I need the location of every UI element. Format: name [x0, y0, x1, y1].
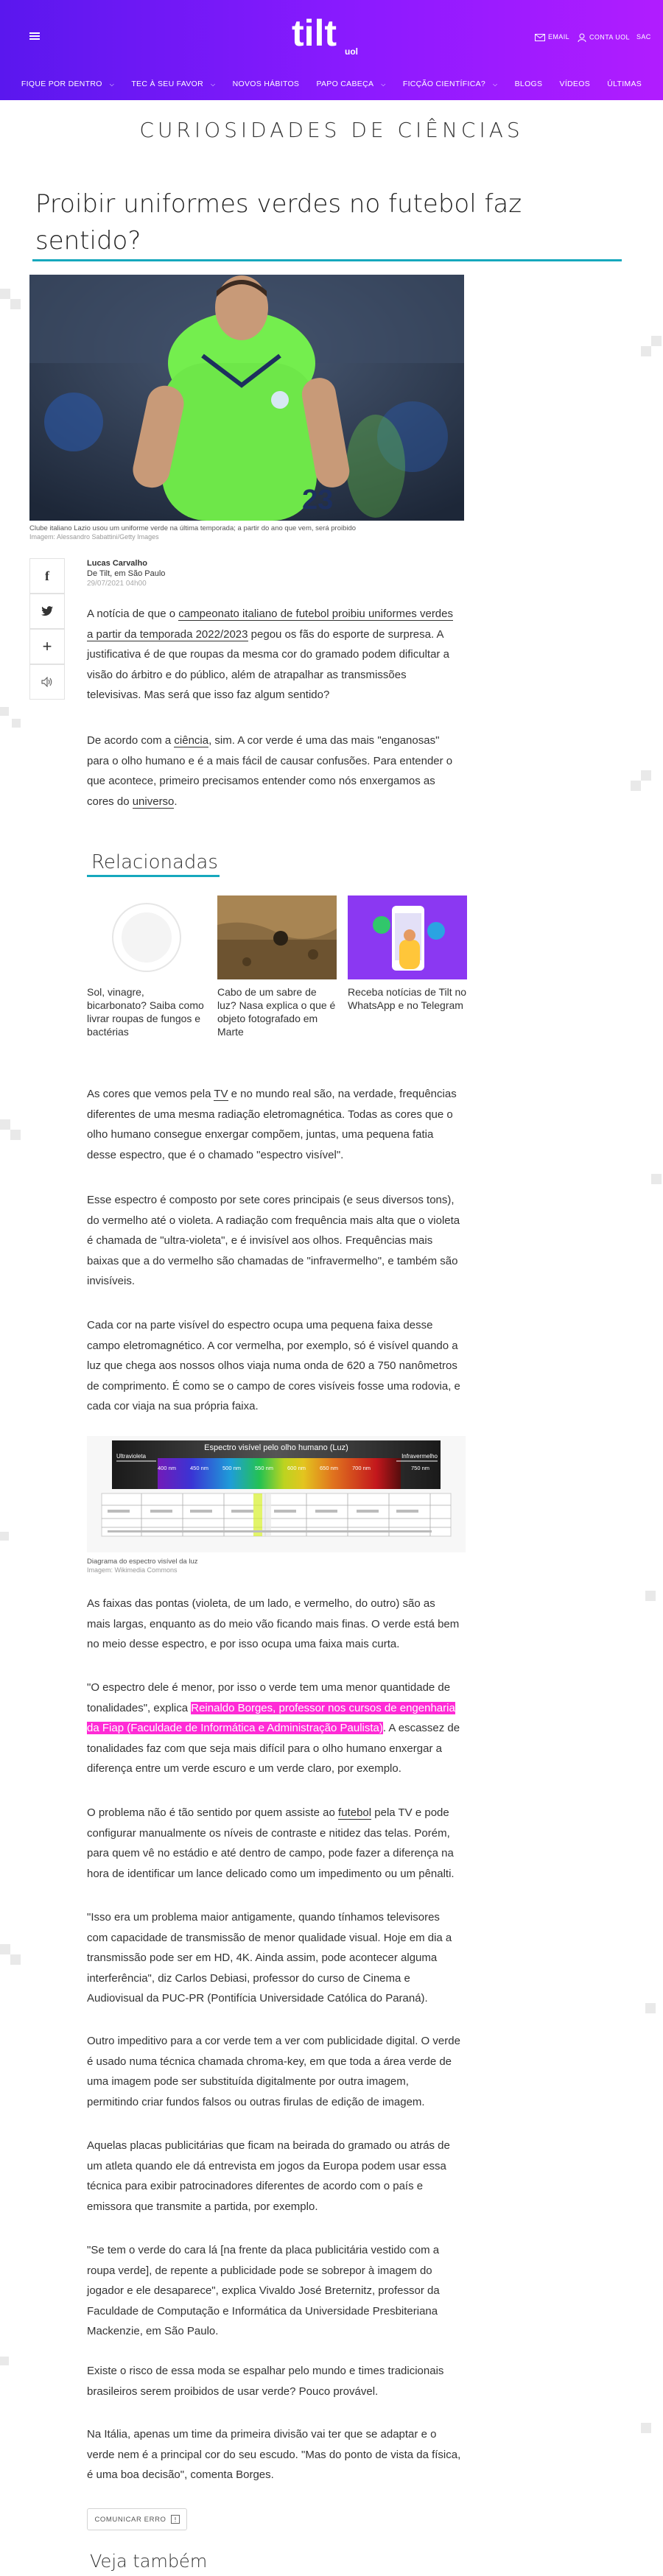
speaker-icon: [41, 677, 53, 687]
image-caption: Clube italiano Lazio usou um uniforme verde na última temporada; a partir do ano que vem, será proibido: [29, 524, 357, 532]
svg-text:500 nm: 500 nm: [222, 1465, 242, 1471]
chevron-down-icon: ⌵: [109, 81, 115, 88]
svg-text:23: 23: [302, 485, 334, 515]
author-place: De Tilt, em São Paulo: [87, 569, 166, 578]
nav-item-ficcao-cientifica[interactable]: FICÇÃO CIENTÍFICA? ⌵: [402, 80, 498, 88]
plus-icon: +: [42, 637, 52, 655]
account-link[interactable]: [578, 33, 630, 42]
sac-label: SAC: [636, 33, 651, 41]
article-link[interactable]: ciência: [174, 734, 209, 747]
author-name[interactable]: Lucas Carvalho: [87, 559, 147, 568]
hero-image: [29, 275, 464, 521]
image-credit: Imagem: Alessandro Sabattini/Getty Images: [29, 533, 159, 541]
nav-item-ultimas[interactable]: ÚLTIMAS: [607, 80, 642, 88]
nav-item-videos[interactable]: VÍDEOS: [559, 80, 591, 88]
related-title: Relacionadas: [87, 851, 220, 877]
chevron-down-icon: ⌵: [381, 81, 386, 88]
share-facebook-button[interactable]: [29, 558, 65, 594]
article-link[interactable]: futebol: [338, 1806, 372, 1819]
article-link[interactable]: campeonato italiano de futebol proibiu uniformes verdes a partir da temporada 2022/2023: [87, 608, 453, 641]
report-error-label: COMUNICAR ERRO: [94, 2515, 166, 2524]
svg-text:750 nm: 750 nm: [411, 1465, 430, 1471]
related-card[interactable]: [348, 895, 467, 1012]
nav-item-fique-por-dentro[interactable]: FIQUE POR DENTRO ⌵: [21, 80, 115, 88]
diagram-caption: Diagrama do espectro visível da luz: [87, 1558, 198, 1566]
spectrum-diagram: [87, 1436, 466, 1552]
diagram-left-label: Ultravioleta: [116, 1453, 147, 1460]
chevron-down-icon: ⌵: [211, 81, 216, 88]
twitter-icon: [41, 606, 53, 616]
logo-sub: uol: [345, 46, 358, 57]
related-card[interactable]: [217, 895, 337, 1038]
diagram-title: Espectro visível pelo olho humano (Luz): [204, 1443, 348, 1452]
related-image: [87, 895, 206, 979]
article-paragraph: De acordo com a ciência, sim. A cor verde é uma das mais "enganosas" para o olho humano e é a mais fácil de causar confusões. Para entender o que acontece, primeiro precisamos entender como nós enxergamos as cores do universo.: [87, 734, 453, 808]
article-paragraph: Outro impeditivo para a cor verde tem a ver com publicidade digital. O verde é usado numa técnica chamada chroma-key, em que toda a área verde de uma imagem pode ser substituída digitalmente por outra imagem, permitindo criar fundos falsos ou outras firulas de edição de imagem.: [87, 2035, 460, 2108]
article-paragraph: Cada cor na parte visível do espectro ocupa uma pequena faixa desse campo eletromagnético. A cor vermelha, por exemplo, só é visível quando a luz que chega aos nossos olhos viaja numa onda de 620 a 750 nanômetros de comprimento. É como se o campo de cores visíveis fosse uma rodovia, e cada cor viaja na sua própria faixa.: [87, 1319, 460, 1412]
related-image: [217, 895, 337, 979]
svg-text:450 nm: 450 nm: [190, 1465, 209, 1471]
report-error-button[interactable]: [87, 2508, 187, 2530]
highlighted-link[interactable]: Reinaldo Borges, professor nos cursos de engenharia da Fiap (Faculdade de Informática e Administração Paulista): [87, 1701, 455, 1734]
svg-text:650 nm: 650 nm: [320, 1465, 339, 1471]
sac-link[interactable]: [636, 33, 651, 41]
email-link[interactable]: [535, 33, 569, 41]
see-also-title: Veja também: [90, 2551, 208, 2572]
facebook-icon: f: [45, 568, 49, 583]
related-image: [348, 895, 467, 979]
svg-text:550 nm: 550 nm: [255, 1465, 274, 1471]
chevron-down-icon: ⌵: [493, 81, 498, 88]
svg-text:400 nm: 400 nm: [158, 1465, 177, 1471]
logo-text: tilt: [292, 13, 337, 54]
article-paragraph: "O espectro dele é menor, por isso o verde tem uma menor quantidade de tonalidades", explica Reinaldo Borges, professor nos cursos de engenharia da Fiap (Faculdade de Informática e Administração Paulista). A escassez de tonalidades faz com que seja mais difícil para o olho humano enxergar a diferença entre um verde escuro e um verde claro, por exemplo.: [87, 1681, 460, 1775]
article-paragraph: "Isso era um problema maior antigamente, quando tínhamos televisores com capacidade de transmissão de menor qualidade visual. Hoje em dia a transmissão pode ser em HD, 4K. Ainda assim, pode acontecer alguma interferência", diz Carlos Debiasi, professor do curso de Cinema e Audiovisual da PUC-PR (Pontifícia Universidade Católica do Paraná).: [87, 1911, 452, 2005]
related-text: Cabo de um sabre de luz? Nasa explica o que é objeto fotografado em Marte: [217, 986, 336, 1038]
nav-item-tec-a-seu-favor[interactable]: TEC À SEU FAVOR ⌵: [131, 80, 216, 88]
site-header: [0, 0, 663, 100]
article-link[interactable]: universo: [132, 795, 175, 808]
related-text: Receba notícias de Tilt no WhatsApp e no Telegram: [348, 986, 467, 1011]
main-nav: [0, 80, 663, 88]
svg-text:600 nm: 600 nm: [287, 1465, 306, 1471]
email-label: EMAIL: [548, 33, 570, 41]
article-paragraph: Aquelas placas publicitárias que ficam na beirada do gramado ou atrás de um atleta quando ele dá entrevista em jogos da Europa podem usar essa técnica para exibir patrocinadores diferentes de acordo com o país e emissora que transmite a partida, por exemplo.: [87, 2139, 450, 2213]
nav-item-blogs[interactable]: BLOGS: [514, 80, 543, 88]
publish-date: 29/07/2021 04h00: [87, 580, 147, 588]
share-more-button[interactable]: [29, 629, 65, 664]
article-paragraph: As faixas das pontas (violeta, de um lado, e vermelho, do outro) são as mais largas, enquanto as do meio vão ficando mais finas. O verde está bem no meio desse espectro, e por isso ocupa uma faixa mais curta.: [87, 1597, 460, 1650]
related-text: Sol, vinagre, bicarbonato? Saiba como livrar roupas de fungos e bactérias: [87, 986, 204, 1038]
user-icon: [578, 33, 586, 42]
account-label: CONTA UOL: [589, 33, 630, 41]
nav-item-novos-habitos[interactable]: NOVOS HÁBITOS: [232, 80, 300, 88]
article-paragraph: Na Itália, apenas um time da primeira divisão vai ter que se adaptar e o verde nem é a principal cor do seu escudo. "Mas do ponto de vista da física, é uma boa decisão", comenta Borges.: [87, 2428, 461, 2481]
article-title-line1: Proibir uniformes verdes no futebol faz sentido?: [32, 186, 622, 261]
mail-icon: [535, 34, 545, 41]
nav-item-papo-cabeca[interactable]: PAPO CABEÇA ⌵: [316, 80, 386, 88]
article-paragraph: "Se tem o verde do cara lá [na frente da placa publicitária vestido com a roupa verde], de repente a publicidade pode se sobrepor à imagem do jogador e ele desaparece", explica Vivaldo José Breternitz, professor da Faculdade de Computação e Informática da Universidade Presbiteriana Mackenzie, em São Paulo.: [87, 2244, 440, 2337]
menu-icon[interactable]: [29, 32, 40, 40]
article-paragraph: As cores que vemos pela TV e no mundo real são, na verdade, frequências diferentes de uma mesma radiação eletromagnética. Todas as cores que o olho humano consegue enxergar compõem, juntas, uma pequena fatia desse espectro, que é o chamado "espectro visível".: [87, 1088, 457, 1161]
article-paragraph: Esse espectro é composto por sete cores principais (e seus diversos tons), do vermelho até o violeta. A radiação com frequência mais alta que o violeta é chamada de "ultra-violeta", e é invisível aos olhos. Frequências mais baixas que a do vermelho são chamadas de "infravermelho", e também são invisíveis.: [87, 1194, 460, 1287]
article-paragraph: Existe o risco de essa moda se espalhar pelo mundo e times tradicionais brasileiros serem proibidos de usar verde? Pouco provável.: [87, 2365, 444, 2398]
article-paragraph: A notícia de que o campeonato italiano de futebol proibiu uniformes verdes a partir da temporada 2022/2023 pegou os fãs do esporte de surpresa. A justificativa é de que roupas da mesma cor do gramado podem dificultar a visão do árbitro e do público, além de atrapalhar as transmissões televisivas. Mas será que isso faz algum sentido?: [87, 608, 453, 701]
share-twitter-button[interactable]: [29, 594, 65, 629]
listen-audio-button[interactable]: [29, 664, 65, 700]
diagram-credit: Imagem: Wikimedia Commons: [87, 1566, 178, 1574]
related-card[interactable]: [87, 895, 206, 1038]
diagram-right-label: Infravermelho: [401, 1453, 438, 1460]
svg-text:700 nm: 700 nm: [352, 1465, 371, 1471]
author-info: [87, 558, 165, 589]
tilt-logo[interactable]: [289, 12, 377, 63]
flag-icon: [171, 2515, 180, 2524]
article-link[interactable]: TV: [214, 1088, 228, 1100]
section-title[interactable]: CURIOSIDADES DE CIÊNCIAS: [139, 118, 524, 142]
article-paragraph: O problema não é tão sentido por quem assiste ao futebol pela TV e pode configurar manualmente os níveis de contraste e nitidez das telas. Porém, para quem vê no estádio e até dentro de campo, pode fazer a diferença na hora de identificar um lance delicado como um impedimento ou um pênalti.: [87, 1806, 455, 1880]
